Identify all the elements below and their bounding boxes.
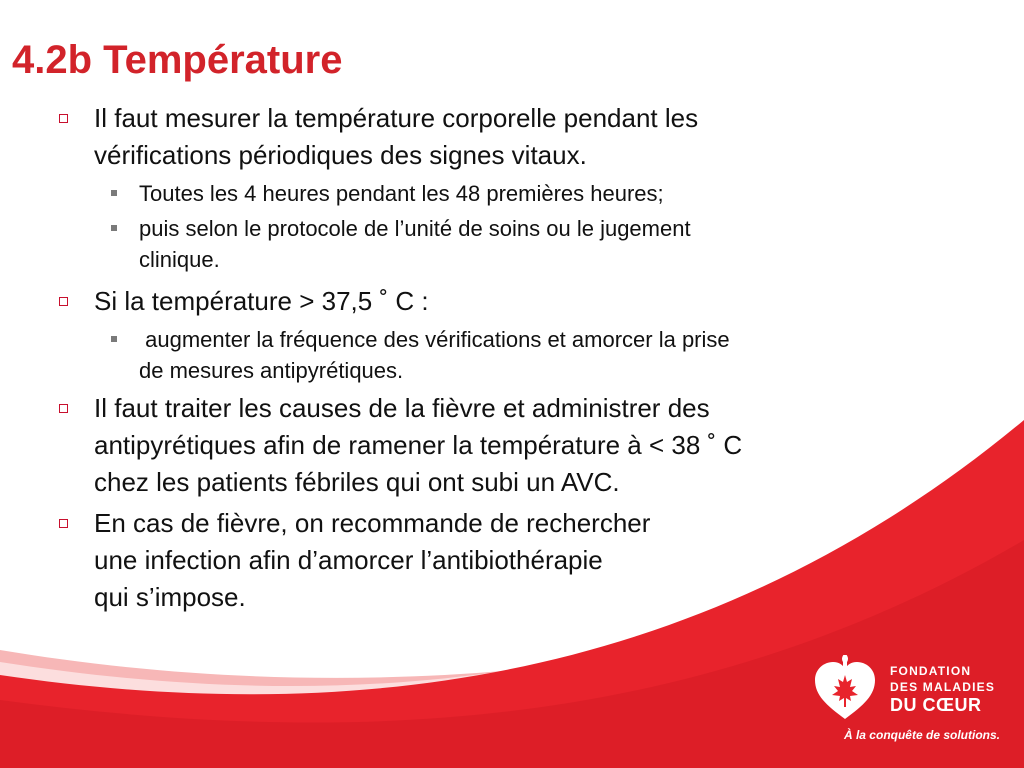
bullet-text-line: antipyrétiques afin de ramener la température à < 38 ˚ C — [94, 430, 743, 460]
logo-tagline: À la conquête de solutions. — [843, 728, 1000, 742]
sub-bullet-text-line: puis selon le protocole de l’unité de soins ou le jugement — [139, 216, 691, 241]
sub-bullet-text-line: de mesures antipyrétiques. — [139, 358, 404, 383]
checkbox-bullet-icon — [59, 519, 68, 528]
bullet-text-line: Il faut traiter les causes de la fièvre et administrer des — [94, 393, 710, 423]
foundation-logo — [812, 655, 1012, 755]
square-bullet-icon — [111, 225, 117, 231]
sub-bullet-text-line: Toutes les 4 heures pendant les 48 premières heures; — [139, 181, 664, 206]
bullet-text-line: chez les patients fébriles qui ont subi un AVC. — [94, 467, 620, 497]
bullet-item — [56, 505, 926, 616]
logo-wordmark — [890, 663, 995, 716]
sub-bullet-item — [94, 324, 926, 386]
bullet-text-line: une infection afin d’amorcer l’antibiothérapie — [94, 545, 603, 575]
bullet-list — [56, 100, 926, 616]
bullet-item — [56, 390, 926, 501]
sub-bullet-item — [94, 213, 926, 275]
bullet-text-line: vérifications périodiques des signes vitaux. — [94, 140, 587, 170]
slide-title: 4.2b Température — [12, 38, 343, 82]
checkbox-bullet-icon — [59, 404, 68, 413]
sub-bullet-text-line: clinique. — [139, 247, 220, 272]
checkbox-bullet-icon — [59, 297, 68, 306]
bullet-text-line: qui s’impose. — [94, 582, 246, 612]
logo-line-1: FONDATION — [890, 664, 972, 678]
checkbox-bullet-icon — [59, 114, 68, 123]
square-bullet-icon — [111, 336, 117, 342]
bullet-text-line: Si la température > 37,5 ˚ C : — [94, 286, 429, 316]
square-bullet-icon — [111, 190, 117, 196]
sub-bullet-item — [94, 178, 926, 209]
bullet-text-line: Il faut mesurer la température corporelle pendant les — [94, 103, 699, 133]
bullet-item — [56, 283, 926, 320]
bullet-text-line: En cas de fièvre, on recommande de rechercher — [94, 508, 651, 538]
bullet-item — [56, 100, 926, 174]
sub-bullet-text-line: augmenter la fréquence des vérifications et amorcer la prise — [139, 327, 730, 352]
heart-maple-torch-icon — [812, 655, 878, 725]
logo-line-2: DES MALADIES — [890, 680, 996, 694]
logo-line-3: DU CŒUR — [890, 695, 982, 715]
